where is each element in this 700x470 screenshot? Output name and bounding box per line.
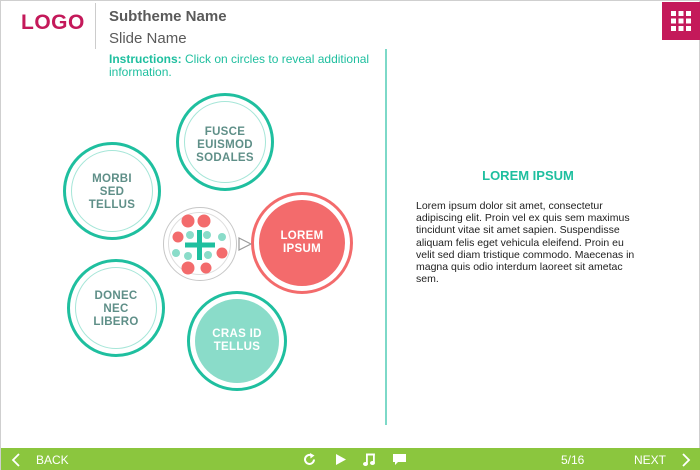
content-divider — [385, 49, 387, 425]
circle-lorem-ipsum[interactable] — [251, 192, 353, 294]
instructions — [109, 53, 384, 79]
music-icon[interactable] — [362, 452, 377, 467]
instructions-text: Click on circles to reveal additional information. — [109, 52, 370, 79]
grid-menu-icon — [671, 11, 691, 31]
plus-cluster-icon — [164, 208, 236, 280]
instructions-label: Instructions: — [109, 52, 182, 66]
next-button[interactable] — [634, 448, 691, 470]
next-label: NEXT — [633, 452, 666, 467]
back-button[interactable] — [11, 448, 69, 470]
content-title: LOREM IPSUM — [482, 168, 574, 183]
circle-label: LOREM IPSUM — [280, 230, 324, 255]
page-counter: 5/16 — [561, 453, 585, 467]
header-divider — [95, 3, 96, 49]
circle-label: DONEC NEC LIBERO — [93, 290, 139, 328]
circle-label: FUSCE EUISMOD SODALES — [196, 126, 254, 164]
chevron-right-icon — [682, 453, 691, 467]
hub — [163, 207, 237, 281]
menu-button[interactable] — [662, 2, 700, 40]
subtitles-icon[interactable] — [392, 452, 407, 467]
circle-morbi[interactable] — [63, 142, 161, 240]
circle-label: MORBI SED TELLUS — [88, 173, 136, 211]
chevron-left-icon — [11, 453, 20, 467]
play-icon[interactable] — [334, 452, 348, 467]
replay-icon[interactable] — [302, 452, 317, 467]
content-body: Lorem ipsum dolor sit amet, consectetur adipiscing elit. Proin vel ex quis sem maximus tincidunt vitae sit amet sapien. Suspendisse aliquam felis eget vehicula eleifend. Proin eu velit sed diam tristique commodo. Maecenas in magna quis odio interdum laoreet sit ametac sem. — [416, 200, 635, 286]
pointer-arrow-icon — [238, 237, 252, 251]
circle-donec[interactable] — [67, 259, 165, 357]
circle-label: CRAS ID TELLUS — [212, 328, 262, 353]
footer-bar — [1, 448, 700, 470]
circle-fusce[interactable] — [176, 93, 274, 191]
slide-title: Slide Name — [109, 30, 187, 47]
circle-cras-id[interactable] — [187, 291, 287, 391]
back-label: BACK — [36, 452, 69, 467]
logo: LOGO — [21, 11, 85, 34]
subtheme-title: Subtheme Name — [109, 8, 227, 25]
